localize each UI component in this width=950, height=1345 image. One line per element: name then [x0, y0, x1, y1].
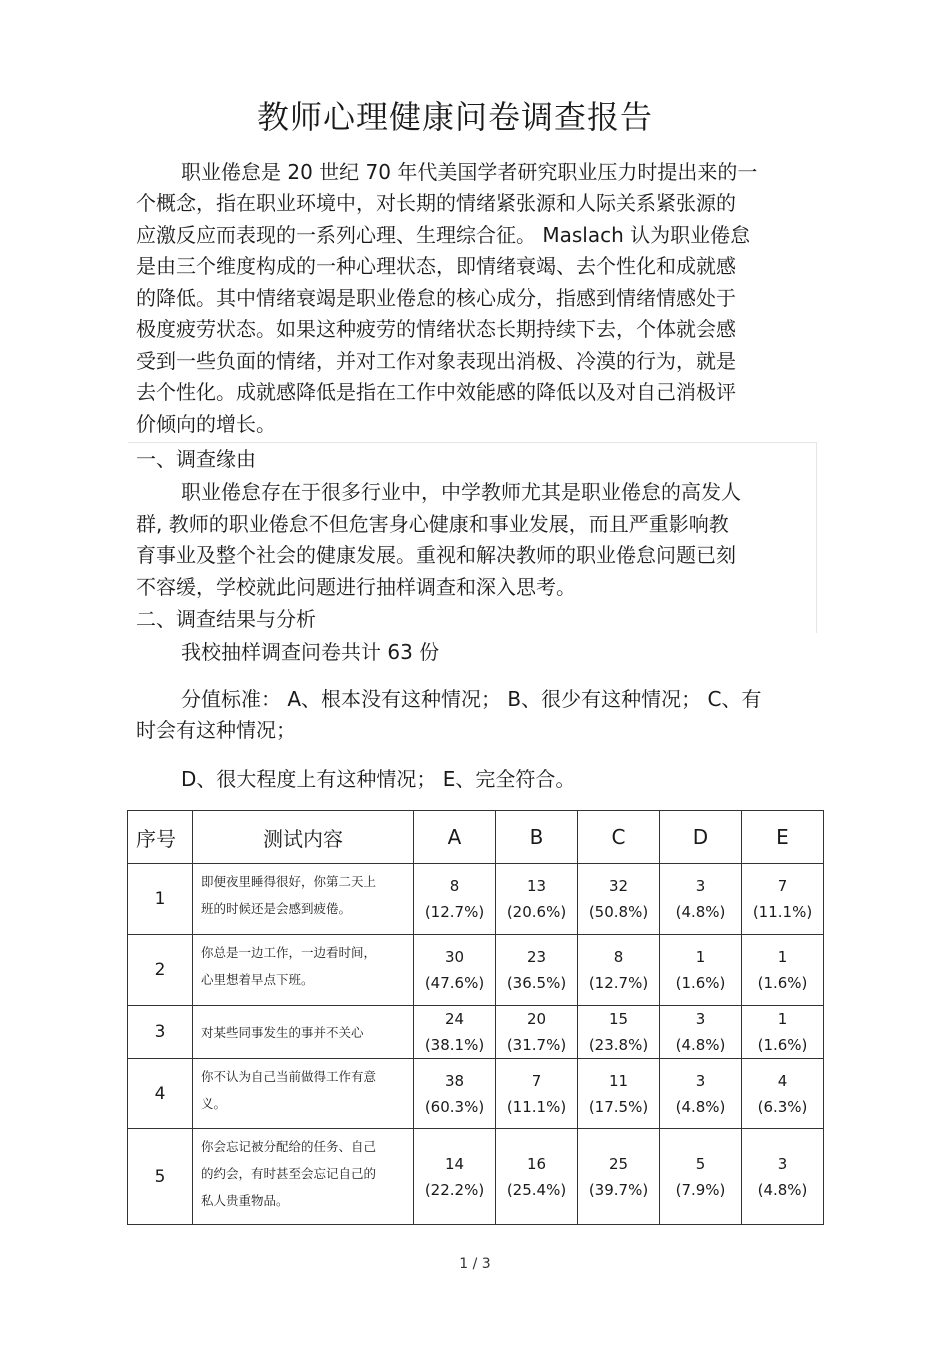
row-content	[193, 1059, 414, 1129]
row-content	[193, 864, 414, 935]
percent: (4.8%)	[757, 1180, 808, 1199]
page-title: 教师心理健康问卷调查报告	[256, 98, 653, 136]
cell-e	[742, 1006, 824, 1059]
content-line: 的约会，有时甚至会忘记自己的	[201, 1166, 377, 1181]
count: 8	[449, 877, 460, 895]
count: 14	[444, 1154, 465, 1173]
percent: (4.8%)	[675, 1036, 726, 1054]
count: 30	[444, 948, 465, 966]
percent: (25.4%)	[506, 1180, 567, 1199]
count: 5	[695, 1154, 706, 1173]
cell-a	[414, 1059, 496, 1129]
count: 7	[531, 1071, 542, 1090]
percent: (39.7%)	[588, 1180, 649, 1199]
intro-line: 应激反应而表现的一系列心理、生理综合征。 Maslach 认为职业倦怠	[136, 223, 751, 247]
percent: (22.2%)	[424, 1180, 485, 1199]
page-number: 1 / 3	[459, 1256, 491, 1272]
percent: (31.7%)	[506, 1036, 567, 1054]
cell-c	[578, 1059, 660, 1129]
content-line: 义。	[201, 1096, 227, 1111]
intro-line: 是由三个维度构成的一种心理状态，即情绪衰竭、去个性化和成就感	[136, 254, 736, 278]
content-line: 你总是一边工作，一边看时间，	[201, 945, 377, 960]
percent: (11.1%)	[506, 1097, 567, 1116]
section-line: 职业倦怠存在于很多行业中，中学教师尤其是职业倦怠的高发人	[181, 480, 741, 504]
count: 38	[444, 1071, 465, 1090]
count: 24	[444, 1010, 465, 1028]
percent: (50.8%)	[588, 903, 649, 921]
percent: (12.7%)	[424, 903, 485, 921]
cell-b	[496, 1006, 578, 1059]
cell-d	[660, 864, 742, 935]
table-header-row	[128, 811, 824, 864]
cell-c	[578, 1006, 660, 1059]
header-content: 测试内容	[193, 811, 414, 864]
table-row	[128, 864, 824, 935]
content-line: 你不认为自己当前做得工作有意	[201, 1069, 377, 1084]
cell-a	[414, 1006, 496, 1059]
cell-b	[496, 864, 578, 935]
count: 3	[695, 877, 706, 895]
percent: (4.8%)	[675, 903, 726, 921]
scale-line: 时会有这种情况；	[136, 718, 296, 742]
cell-b	[496, 1129, 578, 1225]
intro-line: 极度疲劳状态。如果这种疲劳的情绪状态长期持续下去，个体就会感	[136, 317, 736, 341]
percent: (17.5%)	[588, 1097, 649, 1116]
intro-line: 个概念，指在职业环境中，对长期的情绪紧张源和人际关系紧张源的	[136, 191, 736, 215]
percent: (36.5%)	[506, 974, 567, 992]
cell-d	[660, 1129, 742, 1225]
cell-b	[496, 1059, 578, 1129]
content-line: 私人贵重物品。	[201, 1193, 289, 1208]
count: 4	[777, 1071, 788, 1090]
percent: (23.8%)	[588, 1036, 649, 1054]
cell-e	[742, 1059, 824, 1129]
count: 3	[777, 1154, 788, 1173]
cell-e	[742, 864, 824, 935]
table-row	[128, 1006, 824, 1059]
count: 13	[526, 877, 547, 895]
content-line: 对某些同事发生的事并不关心	[201, 1024, 364, 1040]
section-line: 群, 教师的职业倦怠不但危害身心健康和事业发展，而且严重影响教	[136, 512, 729, 536]
row-seq: 5	[128, 1129, 193, 1225]
cell-d	[660, 1006, 742, 1059]
count: 11	[608, 1071, 629, 1090]
count: 20	[526, 1010, 547, 1028]
count: 3	[695, 1010, 706, 1028]
row-seq: 3	[128, 1006, 193, 1059]
count: 32	[608, 877, 629, 895]
content-line: 即便夜里睡得很好，你第二天上	[201, 874, 377, 889]
header-seq: 序号	[128, 811, 193, 864]
cell-a	[414, 864, 496, 935]
cell-d	[660, 1059, 742, 1129]
count: 1	[695, 948, 706, 966]
percent: (1.6%)	[757, 974, 808, 992]
percent: (11.1%)	[752, 903, 813, 921]
content-line: 你会忘记被分配给的任务、自己	[201, 1139, 377, 1154]
row-seq: 4	[128, 1059, 193, 1129]
cell-c	[578, 935, 660, 1006]
row-content	[193, 1129, 414, 1225]
count: 16	[526, 1154, 547, 1173]
table-row	[128, 1059, 824, 1129]
scale-line: 分值标准： A、根本没有这种情况； B、很少有这种情况； C、有	[181, 687, 762, 711]
header-a: A	[414, 811, 496, 864]
cell-a	[414, 935, 496, 1006]
header-c: C	[578, 811, 660, 864]
percent: (60.3%)	[424, 1097, 485, 1116]
header-e: E	[742, 811, 824, 864]
sample-size-text: 我校抽样调查问卷共计 63 份	[181, 640, 440, 664]
count: 8	[613, 948, 624, 966]
percent: (1.6%)	[757, 1036, 808, 1054]
intro-line: 受到一些负面的情绪，并对工作对象表现出消极、冷漠的行为，就是	[136, 349, 736, 373]
section-line: 育事业及整个社会的健康发展。重视和解决教师的职业倦怠问题已刻	[136, 543, 736, 567]
cell-e	[742, 935, 824, 1006]
section-line: 不容缓，学校就此问题进行抽样调查和深入思考。	[136, 575, 576, 599]
count: 23	[526, 948, 547, 966]
percent: (12.7%)	[588, 974, 649, 992]
intro-line: 的降低。其中情绪衰竭是职业倦怠的核心成分，指感到情绪情感处于	[136, 286, 736, 310]
table-row	[128, 1129, 824, 1225]
cell-c	[578, 864, 660, 935]
cell-b	[496, 935, 578, 1006]
cell-a	[414, 1129, 496, 1225]
intro-line: 去个性化。成就感降低是指在工作中效能感的降低以及对自己消极评	[136, 380, 736, 404]
cell-d	[660, 935, 742, 1006]
count: 7	[777, 877, 788, 895]
content-line: 班的时候还是会感到疲倦。	[201, 901, 352, 916]
percent: (7.9%)	[675, 1180, 726, 1199]
count: 25	[608, 1154, 629, 1173]
table-row	[128, 935, 824, 1006]
header-d: D	[660, 811, 742, 864]
cell-c	[578, 1129, 660, 1225]
percent: (20.6%)	[506, 903, 567, 921]
cell-e	[742, 1129, 824, 1225]
percent: (47.6%)	[424, 974, 485, 992]
section-heading: 一、调查缘由	[136, 447, 256, 471]
count: 1	[777, 1010, 788, 1028]
percent: (38.1%)	[424, 1036, 485, 1054]
row-content	[193, 1006, 414, 1059]
scale-line: D、很大程度上有这种情况； E、完全符合。	[181, 767, 576, 791]
content-line: 心里想着早点下班。	[201, 972, 314, 987]
header-b: B	[496, 811, 578, 864]
percent: (4.8%)	[675, 1097, 726, 1116]
section-heading: 二、调查结果与分析	[136, 607, 316, 631]
percent: (6.3%)	[757, 1097, 808, 1116]
count: 3	[695, 1071, 706, 1090]
row-seq: 1	[128, 864, 193, 935]
percent: (1.6%)	[675, 974, 726, 992]
survey-table	[127, 810, 824, 1225]
row-seq: 2	[128, 935, 193, 1006]
row-content	[193, 935, 414, 1006]
intro-line: 职业倦怠是 20 世纪 70 年代美国学者研究职业压力时提出来的一	[181, 160, 758, 184]
intro-line: 价倾向的增长。	[136, 412, 276, 436]
count: 15	[608, 1010, 629, 1028]
count: 1	[777, 948, 788, 966]
